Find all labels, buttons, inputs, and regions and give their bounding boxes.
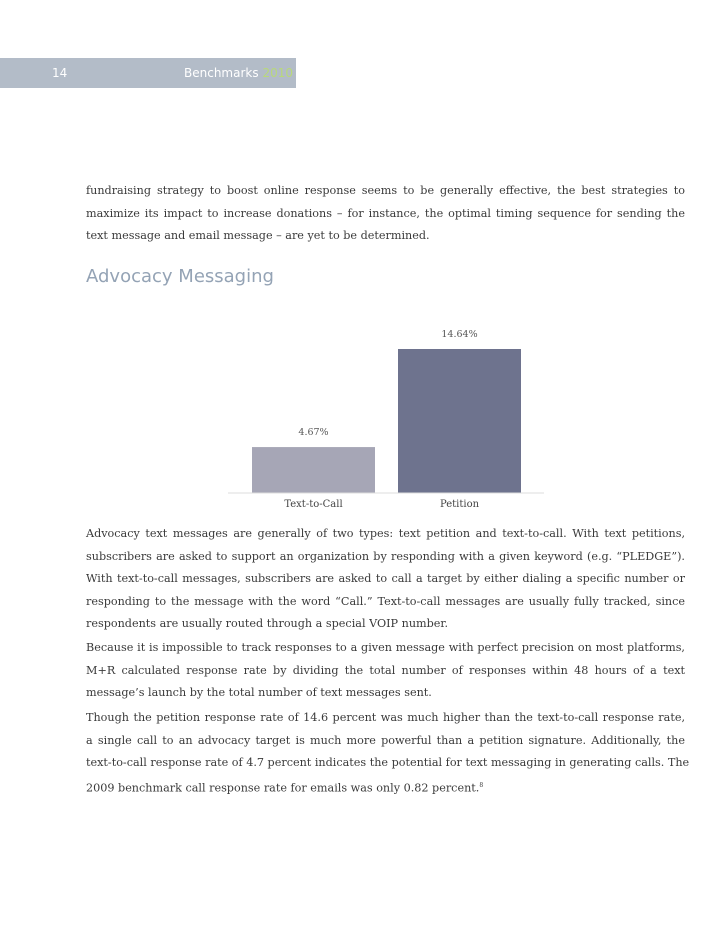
category-label: Text-to-Call — [284, 499, 343, 510]
text-line: Advocacy text messages are generally of two types: text petition and text-to-call. With text petitions, — [86, 527, 685, 540]
text-line: message’s launch by the total number of text messages sent. — [86, 686, 432, 699]
text-line: Because it is impossible to track responses to a given message with perfect precision on most platforms, — [86, 641, 685, 654]
text-line — [86, 775, 685, 800]
section-heading: Advocacy Messaging — [86, 266, 274, 287]
data-label: 4.67% — [298, 427, 329, 439]
header-title-text: Benchmarks — [184, 66, 259, 80]
data-label: 14.64% — [441, 329, 478, 340]
text-line: respondents are usually routed through a special VOIP number. — [86, 617, 449, 630]
text-line: maximize its impact to increase donations – for instance, the optimal timing sequence for sending the — [86, 206, 685, 220]
paragraph-types — [86, 523, 685, 636]
text-line: Though the petition response rate of 14.6 percent was much higher than the text-to-call response rate, — [86, 711, 685, 724]
page-number: 14 — [52, 66, 68, 80]
text-line: fundraising strategy to boost online response seems to be generally effective, the best strategies to — [86, 184, 685, 197]
paragraph-results — [86, 707, 690, 800]
text-line-content: 2009 benchmark call response rate for emails was only 0.82 percent. — [86, 781, 480, 795]
text-line: a single call to an advocacy target is much more powerful than a petition signature. Additionally, the — [86, 733, 685, 747]
text-line: text message and email message – are yet to be determined. — [86, 229, 430, 242]
text-line: text-to-call response rate of 4.7 percent indicates the potential for text messaging in generating calls. The — [86, 756, 690, 769]
bar-text-to-call — [252, 447, 375, 493]
paragraph-method — [86, 637, 685, 705]
header-title-accent: 2010 — [262, 66, 293, 80]
category-label: Petition — [439, 499, 480, 510]
text-line: subscribers are asked to support an organization by responding with a given keyword (e.g. “PLEDGE”). — [86, 549, 685, 563]
text-line: M+R calculated response rate by dividing the total number of responses within 48 hours of a text — [86, 663, 685, 677]
bar-petition — [398, 349, 521, 493]
text-line: responding to the message with the word “Call.” Text-to-call messages are usually fully tracked, since — [86, 594, 685, 608]
text-line: With text-to-call messages, subscribers are asked to call a target by either dialing a specific number or — [86, 572, 685, 585]
footnote-marker: 8 — [479, 781, 484, 789]
